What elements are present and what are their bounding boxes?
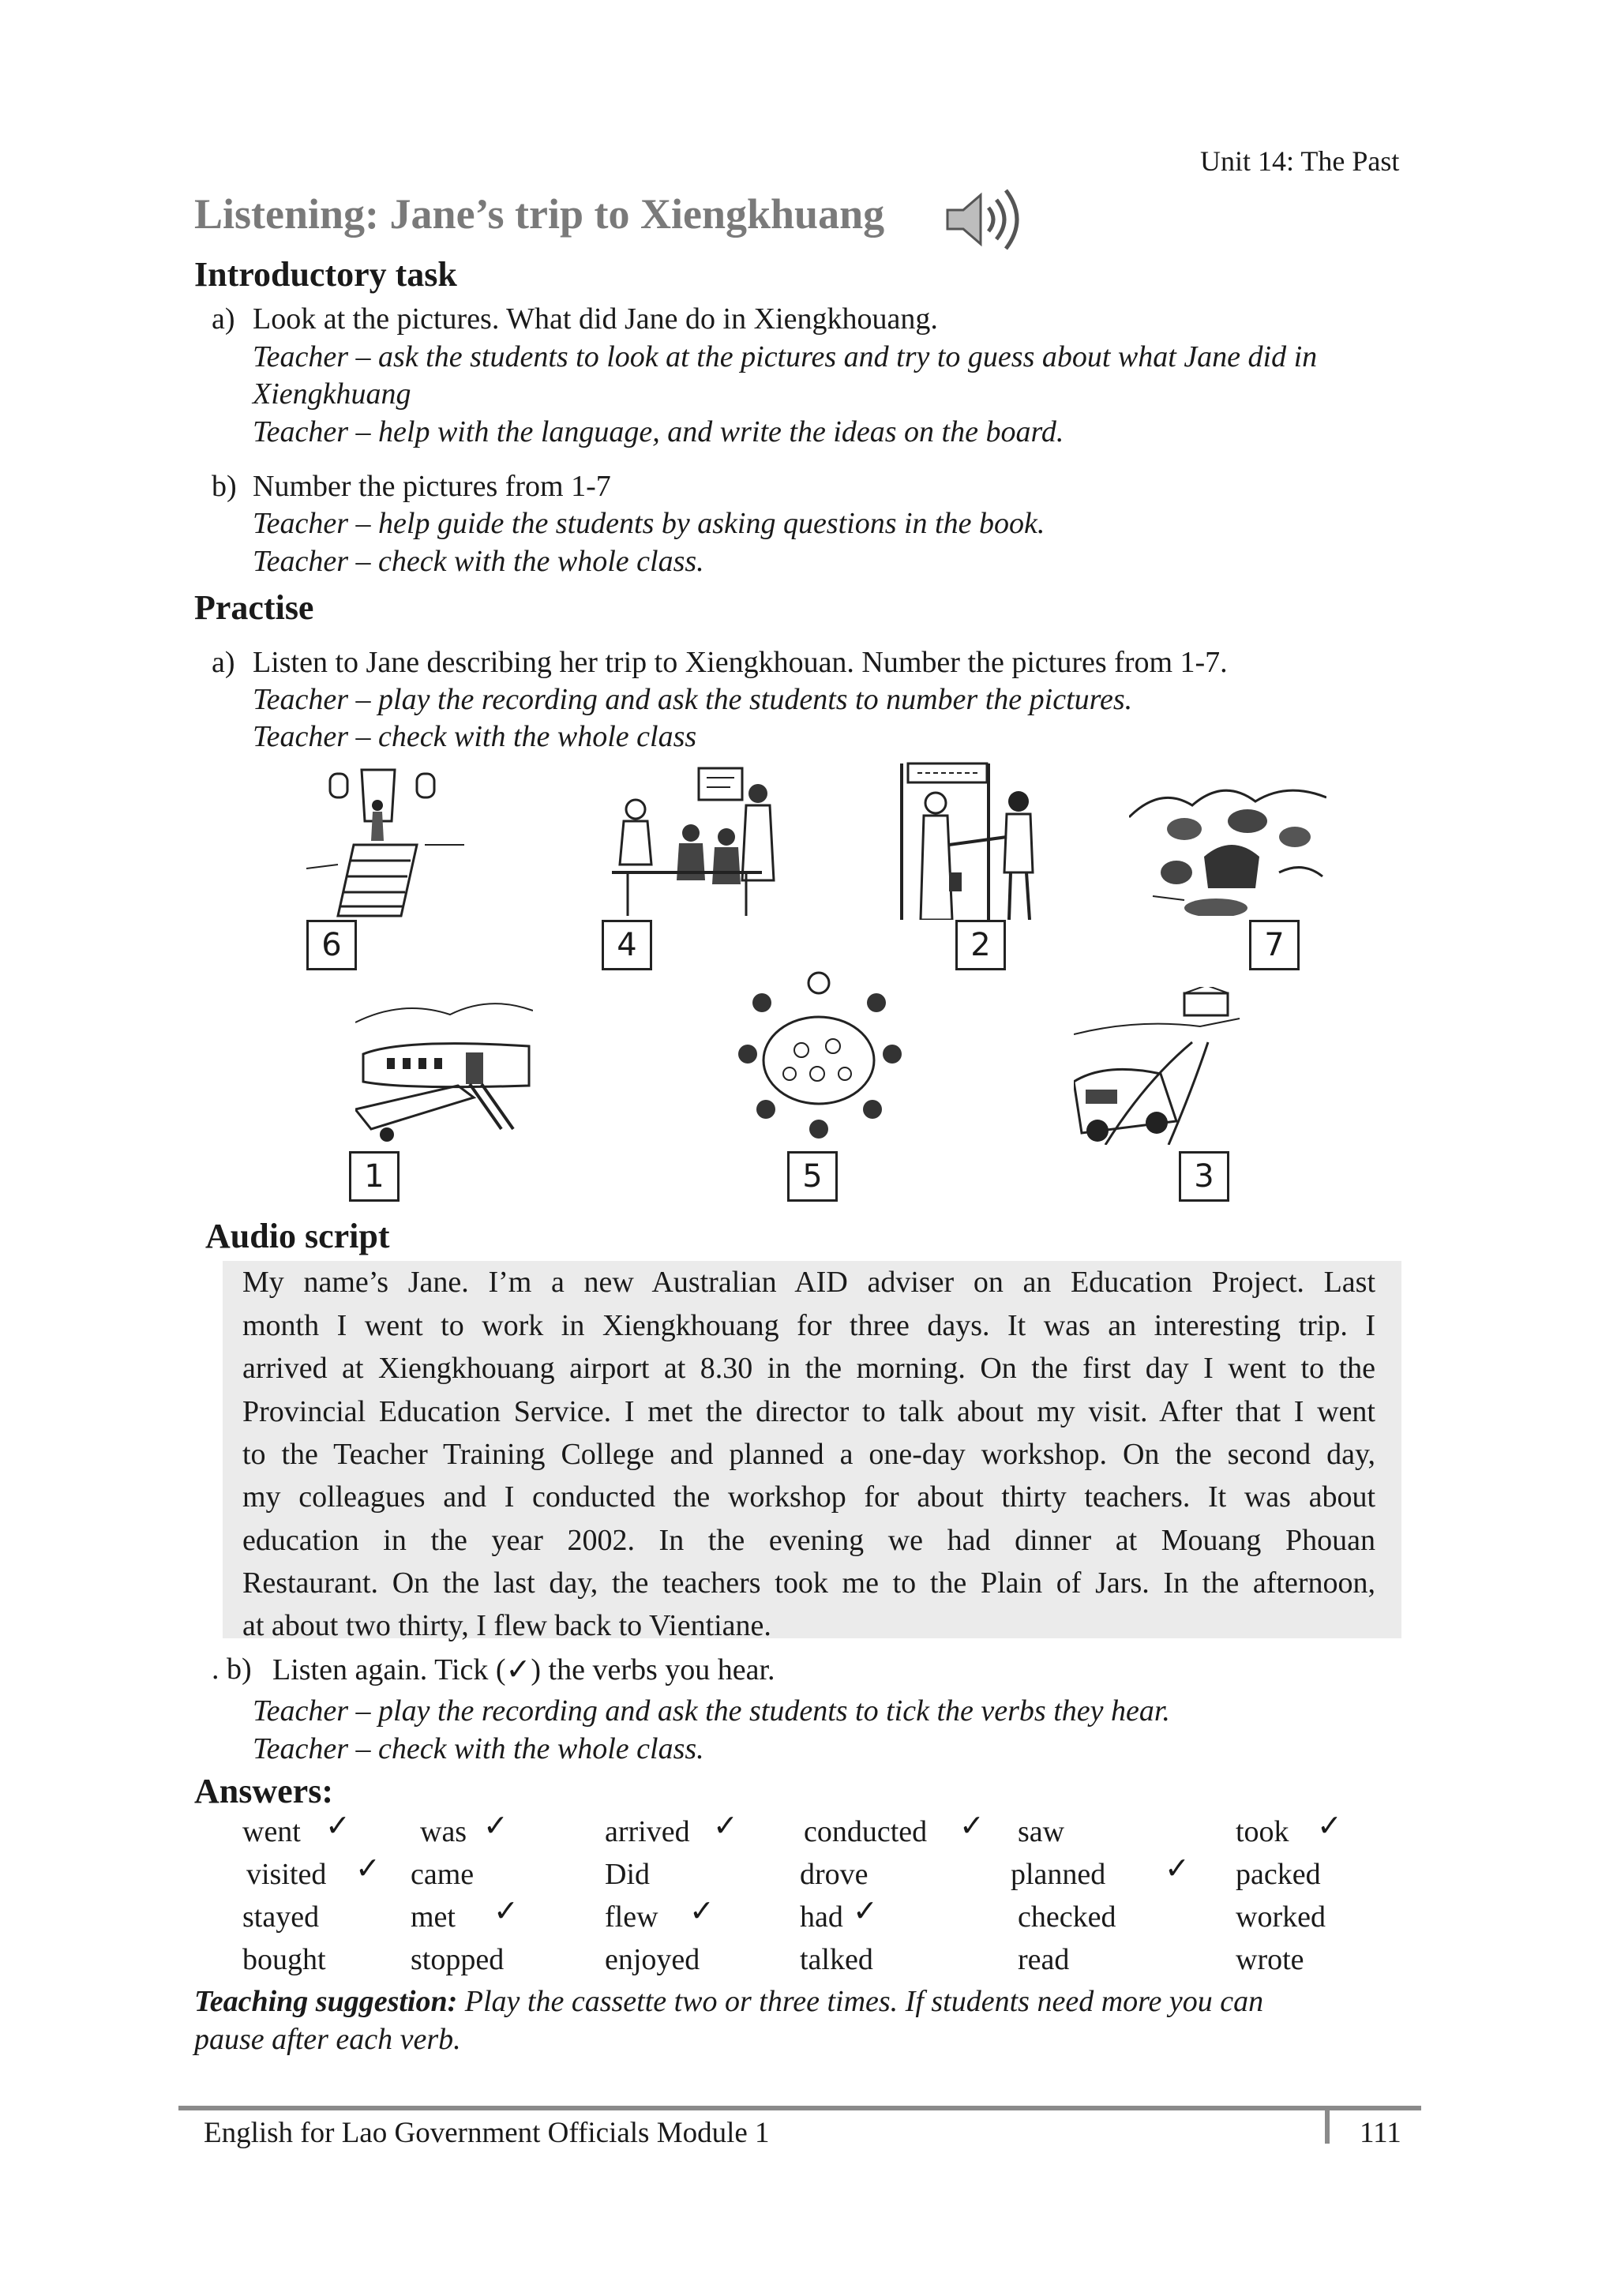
practise-a-text: Listen to Jane describing her trip to Xiengkhouan. Number the pictures from 1-7. <box>253 646 1228 679</box>
part-b-text: Listen again. Tick (✓) the verbs you hear. <box>272 1653 775 1686</box>
intro-a-note1: Teacher – ask the students to look at the pictures and try to guess about what Jane did in <box>253 340 1318 373</box>
tick-mark-icon: ✓ <box>483 1810 508 1843</box>
answer-word: conducted <box>804 1815 928 1848</box>
audio-script-line: my colleagues and I conducted the workshop for about thirty teachers. It was about <box>242 1480 1375 1514</box>
tick-mark-icon: ✓ <box>355 1852 381 1885</box>
teaching-suggestion-text: Play the cassette two or three times. If students need more you can <box>457 1985 1264 2018</box>
intro-heading: Introductory task <box>194 255 457 294</box>
picture-plain-of-jars <box>1129 770 1326 916</box>
answer-word: wrote <box>1236 1943 1304 1976</box>
answer-word: arrived <box>605 1815 690 1848</box>
audio-script-line: at about two thirty, I flew back to Vientiane. <box>242 1609 771 1642</box>
footer-divider <box>1325 2106 1330 2144</box>
picture-dinner-table <box>730 967 908 1145</box>
answer-word: checked <box>1018 1900 1116 1934</box>
page-number: 111 <box>1360 2117 1401 2149</box>
answer-word: drove <box>800 1858 869 1891</box>
answer-word: stayed <box>242 1900 320 1934</box>
picture-office-meeting <box>604 762 786 920</box>
picture-number-box[interactable]: 5 <box>787 1151 838 1202</box>
answer-word: was <box>420 1815 467 1848</box>
tick-mark-icon: ✓ <box>1165 1852 1190 1885</box>
answer-word: came <box>411 1858 475 1891</box>
intro-b-label: b) <box>212 470 237 503</box>
audio-heading: Audio script <box>205 1217 390 1255</box>
page-title: Listening: Jane’s trip to Xiengkhuang <box>194 190 885 238</box>
picture-number-box[interactable]: 2 <box>955 920 1006 970</box>
audio-script-line: Provincial Education Service. I met the director to talk about my visit. After that I went <box>242 1395 1375 1428</box>
intro-b-text: Number the pictures from 1-7 <box>253 470 611 503</box>
picture-number-box[interactable]: 3 <box>1179 1151 1229 1202</box>
teaching-suggestion-cont: pause after each verb. <box>194 2023 461 2056</box>
audio-script-line: to the Teacher Training College and planned a one-day workshop. On the second day, <box>242 1438 1375 1471</box>
picture-number-box[interactable]: 7 <box>1249 920 1300 970</box>
picture-number-box[interactable]: 6 <box>306 920 357 970</box>
audio-script-line: Restaurant. On the last day, the teachers took me to the Plain of Jars. In the afternoon, <box>242 1566 1375 1600</box>
part-b-label: . b) <box>212 1653 252 1686</box>
intro-b-note2: Teacher – check with the whole class. <box>253 545 704 578</box>
answer-word: had <box>800 1900 843 1934</box>
tick-mark-icon: ✓ <box>325 1810 351 1843</box>
tick-mark-icon: ✓ <box>493 1895 519 1928</box>
picture-car-road <box>1074 987 1247 1145</box>
answer-word: enjoyed <box>605 1943 700 1976</box>
practise-heading: Practise <box>194 588 314 627</box>
intro-a-label: a) <box>212 302 235 336</box>
audio-script-line: education in the year 2002. In the evening we had dinner at Mouang Phouan <box>242 1524 1375 1557</box>
intro-a-text: Look at the pictures. What did Jane do in Xiengkhouang. <box>253 302 938 336</box>
speaker-icon <box>940 184 1034 255</box>
tick-mark-icon: ✓ <box>1317 1810 1342 1843</box>
teaching-suggestion <box>194 1984 1263 2019</box>
picture-number-box[interactable]: 4 <box>602 920 652 970</box>
answer-word: bought <box>242 1943 326 1976</box>
tick-mark-icon: ✓ <box>713 1810 738 1843</box>
intro-a-note2: Teacher – help with the language, and write the ideas on the board. <box>253 415 1064 448</box>
picture-plane-stairs <box>306 766 464 920</box>
part-b-note2: Teacher – check with the whole class. <box>253 1732 704 1765</box>
practise-a-note2: Teacher – check with the whole class <box>253 720 697 753</box>
unit-header: Unit 14: The Past <box>1200 145 1400 177</box>
picture-handshake <box>900 762 1066 920</box>
answer-word: went <box>242 1815 301 1848</box>
intro-a-note1-cont: Xiengkhuang <box>253 377 411 411</box>
answer-word: talked <box>800 1943 873 1976</box>
answer-word: worked <box>1236 1900 1326 1934</box>
picture-airplane-arrival <box>355 991 533 1145</box>
answer-word: visited <box>246 1858 327 1891</box>
tick-mark-icon: ✓ <box>959 1810 985 1843</box>
answer-word: planned <box>1011 1858 1106 1891</box>
answer-word: saw <box>1018 1815 1065 1848</box>
answer-word: read <box>1018 1943 1070 1976</box>
answer-word: flew <box>605 1900 658 1934</box>
answer-word: took <box>1236 1815 1289 1848</box>
answers-heading: Answers: <box>194 1772 333 1810</box>
part-b-note1: Teacher – play the recording and ask the students to tick the verbs they hear. <box>253 1694 1170 1728</box>
footer-rule <box>178 2106 1421 2110</box>
answer-word: packed <box>1236 1858 1321 1891</box>
answer-word: Did <box>605 1858 650 1891</box>
tick-mark-icon: ✓ <box>689 1895 715 1928</box>
tick-mark-icon: ✓ <box>853 1895 878 1928</box>
teaching-suggestion-label: Teaching suggestion: <box>194 1985 458 2018</box>
practise-a-note1: Teacher – play the recording and ask the students to number the pictures. <box>253 683 1133 716</box>
picture-number-box[interactable]: 1 <box>349 1151 400 1202</box>
practise-a-label: a) <box>212 646 235 679</box>
answer-word: stopped <box>411 1943 505 1976</box>
answer-word: met <box>411 1900 456 1934</box>
intro-b-note1: Teacher – help guide the students by asking questions in the book. <box>253 507 1045 540</box>
audio-script-line: arrived at Xiengkhouang airport at 8.30 in the morning. On the first day I went to the <box>242 1352 1375 1385</box>
footer-title: English for Lao Government Officials Module 1 <box>204 2117 770 2149</box>
audio-script-line: month I went to work in Xiengkhouang for three days. It was an interesting trip. I <box>242 1309 1375 1342</box>
audio-script-line: My name’s Jane. I’m a new Australian AID adviser on an Education Project. Last <box>242 1266 1375 1299</box>
